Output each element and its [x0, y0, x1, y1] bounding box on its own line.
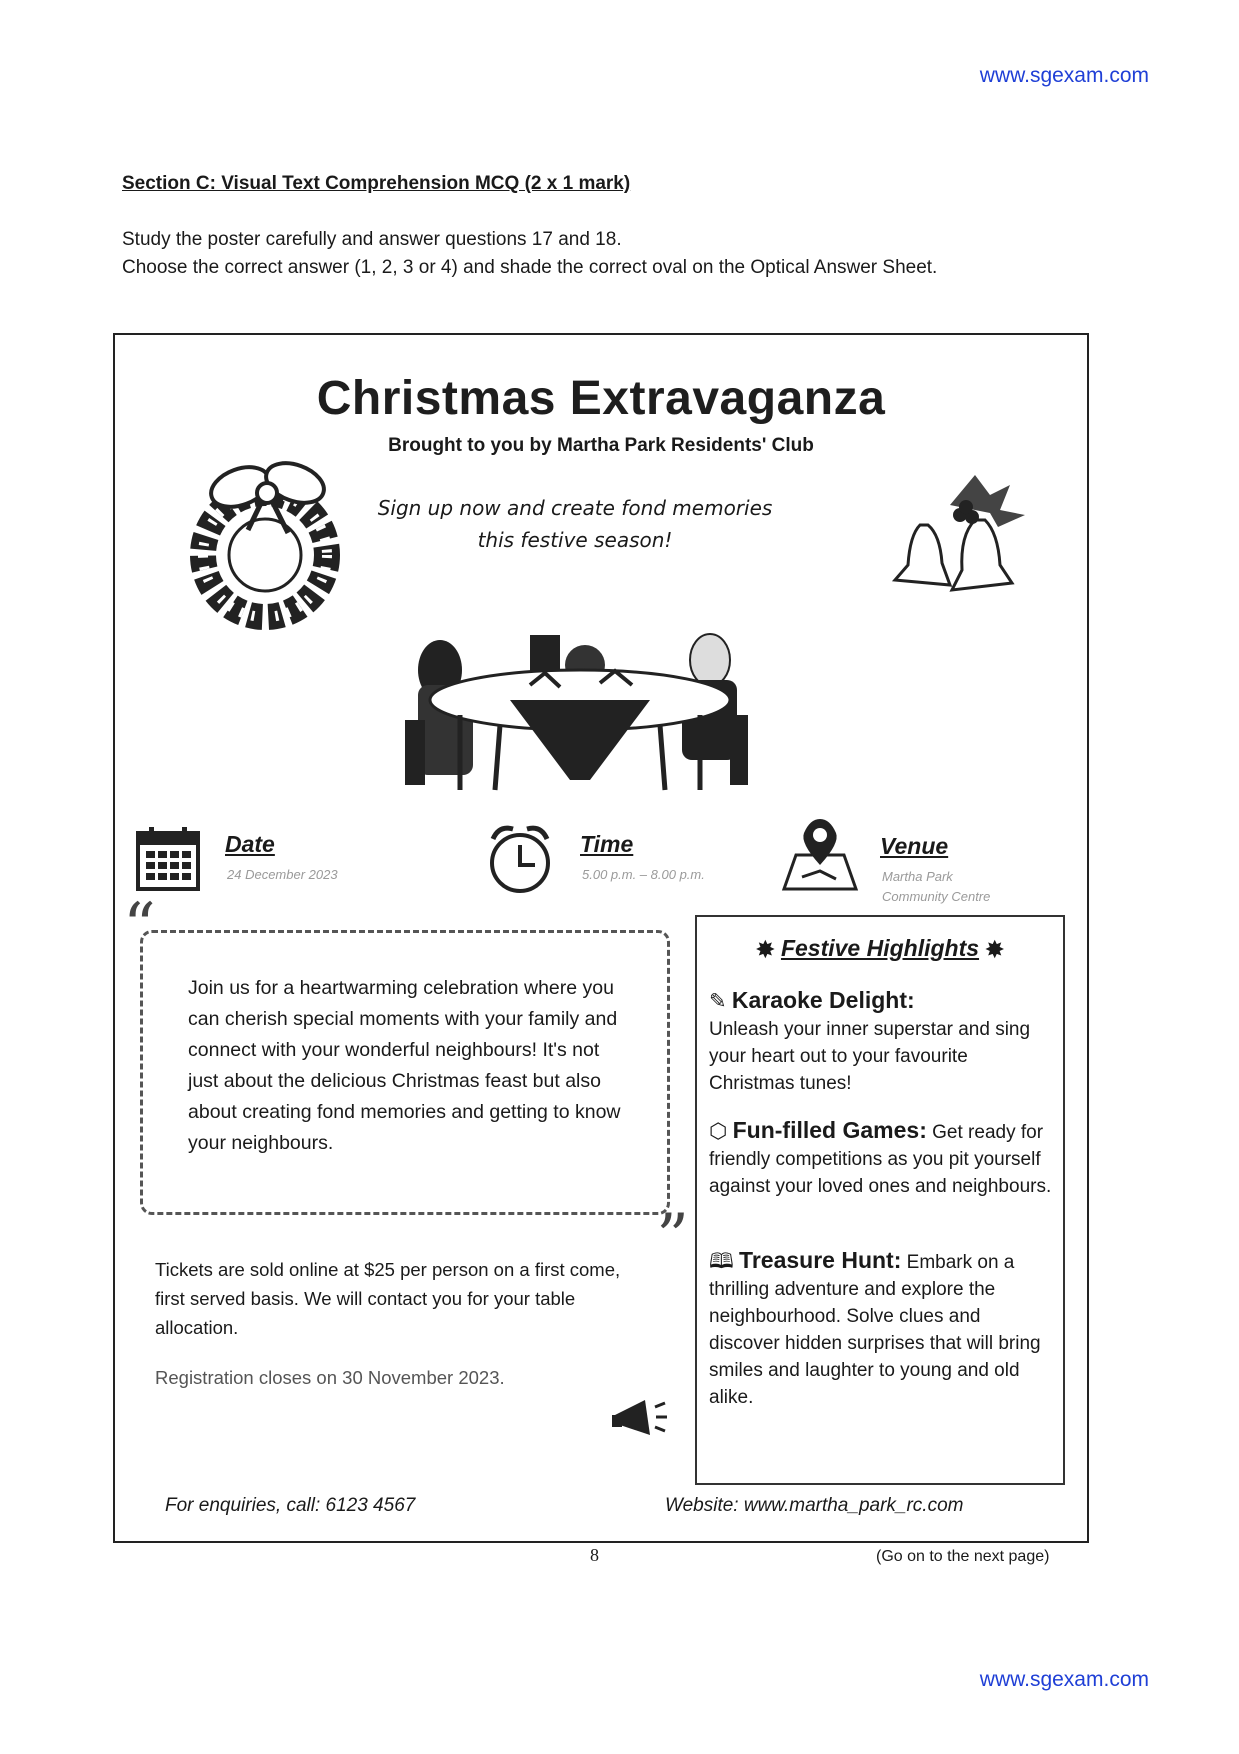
tagline-line-2: this festive season! [477, 528, 673, 552]
highlight-games [709, 1117, 1054, 1200]
instruction-line-1: Study the poster carefully and answer questions 17 and 18. [122, 229, 622, 250]
megaphone-icon [610, 1395, 670, 1445]
highlight-treasure-hunt [709, 1247, 1054, 1411]
map-icon: 🕮 [709, 1250, 734, 1273]
calendar-icon [135, 825, 201, 893]
location-map-icon [780, 817, 860, 895]
highlight-name: Treasure Hunt: [739, 1247, 902, 1273]
welcome-message-box [123, 890, 689, 1275]
highlight-description: Embark on a thrilling adventure and explore the neighbourhood. Solve clues and discover hidden surprises that will bring smiles and laughter to young and old alike. [709, 1252, 1041, 1408]
sparkle-icon: ✸ [985, 937, 1004, 962]
tagline-line-1: Sign up now and create fond memories [377, 496, 773, 520]
date-label: Date [225, 831, 275, 857]
site-url-link-top[interactable]: www.sgexam.com [979, 64, 1149, 87]
sparkle-icon: ✸ [756, 937, 775, 962]
ticket-info: Tickets are sold online at $25 per person on a first come, first served basis. We will contact you for your table allocation. [155, 1259, 621, 1338]
microphone-icon: ✎ [709, 990, 727, 1013]
venue-label: Venue [880, 833, 949, 859]
page-number: 8 [590, 1545, 599, 1565]
festive-highlights-panel [695, 915, 1065, 1485]
open-quote-icon: “ [123, 890, 156, 964]
welcome-text: Join us for a heartwarming celebration where you can cherish special moments with your family and connect with your wonderful neighbours! It's not just about the delicious Christmas feast but also about creating fond memories and getting to know your neighbours. [188, 977, 621, 1154]
venue-value-line-1: Martha Park [882, 869, 953, 884]
alarm-clock-icon [485, 821, 555, 895]
poster-subtitle: Brought to you by Martha Park Residents' Club [388, 435, 814, 456]
highlights-title [697, 935, 1063, 963]
bells-icon [880, 465, 1040, 605]
poster-title: Christmas Extravaganza [316, 372, 886, 425]
family-dinner-illustration [400, 565, 760, 795]
time-value: 5.00 p.m. – 8.00 p.m. [582, 867, 705, 882]
close-quote-icon: ” [656, 1201, 689, 1275]
instruction-line-2: Choose the correct answer (1, 2, 3 or 4) and shade the correct oval on the Optical Answer Sheet. [122, 257, 938, 278]
highlight-karaoke: ✎ Karaoke Delight: Unleash your inner superstar and sing your heart out to your favourite Christmas tunes! [709, 987, 1031, 1094]
site-url-link-bottom[interactable]: www.sgexam.com [979, 1668, 1149, 1691]
enquiries-phone: For enquiries, call: 6123 4567 [165, 1495, 416, 1516]
next-page-note: (Go on to the next page) [876, 1548, 1050, 1565]
highlight-description: Get ready for friendly competitions as you pit yourself against your loved ones and neighbours. [709, 1122, 1052, 1197]
game-icon: ⬡ [709, 1120, 728, 1143]
poster-tagline [365, 492, 785, 556]
wreath-icon [170, 445, 370, 630]
section-title: Section C: Visual Text Comprehension MCQ (2 x 1 mark) [122, 173, 631, 194]
date-value: 24 December 2023 [227, 867, 338, 882]
highlight-description: Unleash your inner superstar and sing your heart out to your favourite Christmas tunes! [709, 1019, 1031, 1094]
highlight-name: Karaoke Delight [731, 987, 907, 1013]
venue-value-line-2: Community Centre [882, 889, 991, 904]
poster-website: Website: www.martha_park_rc.com [665, 1495, 964, 1516]
highlight-name: Fun-filled Games: [732, 1117, 927, 1143]
registration-deadline: Registration closes on 30 November 2023. [155, 1367, 505, 1388]
poster [113, 333, 1089, 1543]
highlights-title-text: Festive Highlights [780, 935, 980, 961]
time-label: Time [580, 831, 634, 857]
